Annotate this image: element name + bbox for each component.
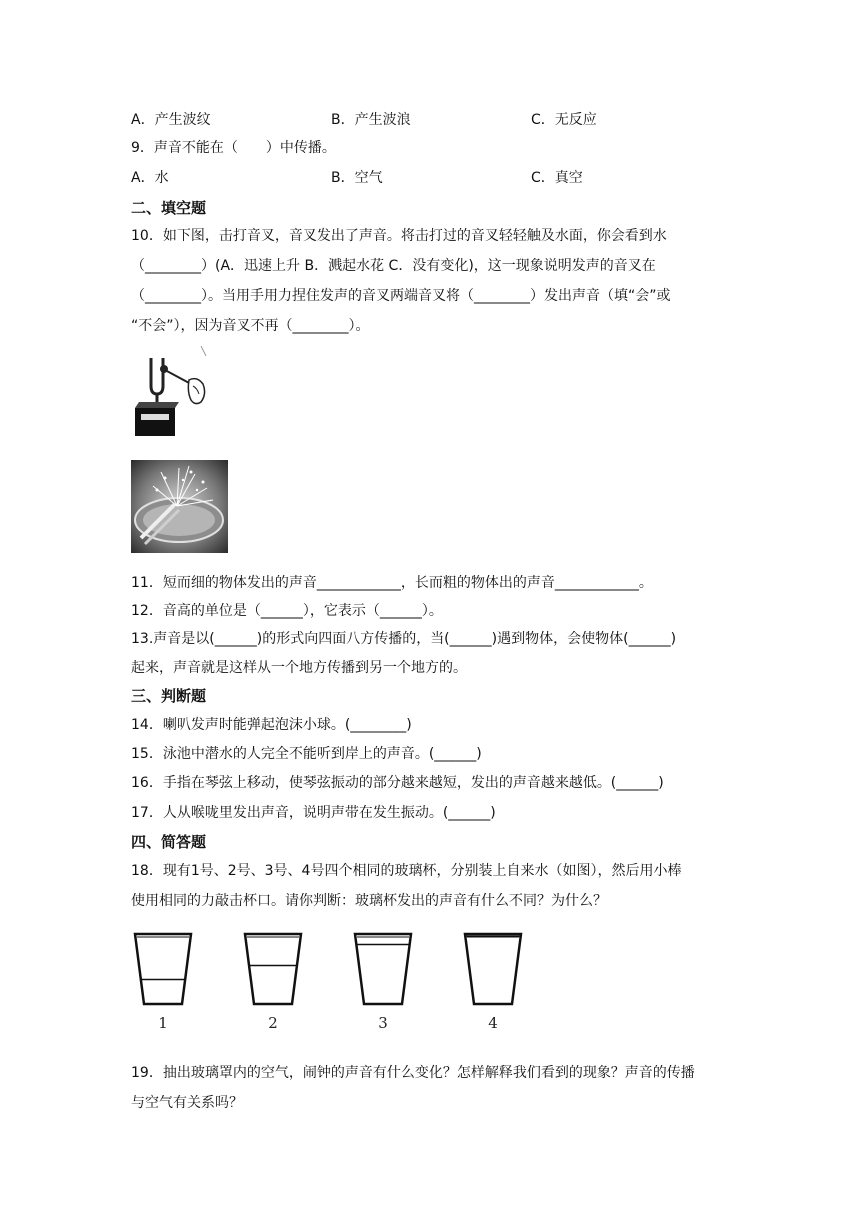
q17: 17．人从喉咙里发出声音，说明声带在发生振动。(______): [131, 805, 496, 821]
cup-label-3: 3: [378, 1014, 388, 1032]
section-title-fill-blank: 二、填空题: [131, 199, 207, 217]
cup-label-1: 1: [158, 1014, 168, 1032]
q10-line-2: （________）(A．迅速上升 B．溅起水花 C．没有变化)，这一现象说明发声的音叉在: [131, 258, 656, 274]
water-splash-photo: [131, 460, 228, 553]
q18-line-1: 18．现有1号、2号、3号、4号四个相同的玻璃杯，分别装上自来水（如图），然后用小棒: [131, 863, 682, 879]
q8-option-b: B．产生波浪: [331, 112, 411, 128]
q9-option-b: B．空气: [331, 170, 383, 186]
tuning-fork-illustration: [131, 346, 211, 441]
q16: 16．手指在琴弦上移动，使琴弦振动的部分越来越短，发出的声音越来越低。(______): [131, 775, 664, 791]
cup-label-4: 4: [488, 1014, 498, 1032]
section-title-true-false: 三、判断题: [131, 687, 207, 705]
glass-cup-3: [355, 934, 411, 1032]
q8-option-a: A．产生波纹: [131, 112, 211, 128]
glass-cup-2: [245, 934, 301, 1032]
q19-line-2: 与空气有关系吗？: [131, 1095, 243, 1111]
q15: 15．泳池中潜水的人完全不能听到岸上的声音。(______): [131, 746, 482, 762]
glass-cup-4: [465, 934, 521, 1032]
q13-line-1: 13.声音是以(______)的形式向四面八方传播的，当(______)遇到物体，会使物体(______): [131, 631, 677, 647]
q10-line-4: “不会”），因为音叉不再（________）。: [131, 318, 370, 334]
glass-cups-figure: [131, 928, 541, 1033]
q14: 14．喇叭发声时能弹起泡沫小球。(________): [131, 717, 412, 733]
q9-option-a: A．水: [131, 170, 169, 186]
glass-cup-1: [135, 934, 191, 1032]
q12: 12．音高的单位是（______），它表示（______）。: [131, 603, 443, 619]
q8-option-c: C．无反应: [531, 112, 597, 128]
q13-line-2: 起来，声音就是这样从一个地方传播到另一个地方的。: [131, 660, 467, 676]
q18-line-2: 使用相同的力敲击杯口。请你判断：玻璃杯发出的声音有什么不同？为什么？: [131, 893, 607, 909]
section-title-short-answer: 四、简答题: [131, 833, 207, 851]
q11: 11．短而细的物体发出的声音____________，长而粗的物体出的声音____________。: [131, 575, 653, 591]
q10-line-3: （________）。当用手用力捏住发声的音叉两端音叉将（________）发出声音（填“会”或: [131, 288, 671, 304]
q19-line-1: 19．抽出玻璃罩内的空气，闹钟的声音有什么变化？怎样解释我们看到的现象？声音的传播: [131, 1065, 695, 1081]
q9-stem: 9．声音不能在（ ）中传播。: [131, 140, 336, 156]
q9-option-c: C．真空: [531, 170, 583, 186]
q10-line-1: 10．如下图，击打音叉，音叉发出了声音。将击打过的音叉轻轻触及水面，你会看到水: [131, 228, 667, 244]
cup-label-2: 2: [268, 1014, 278, 1032]
